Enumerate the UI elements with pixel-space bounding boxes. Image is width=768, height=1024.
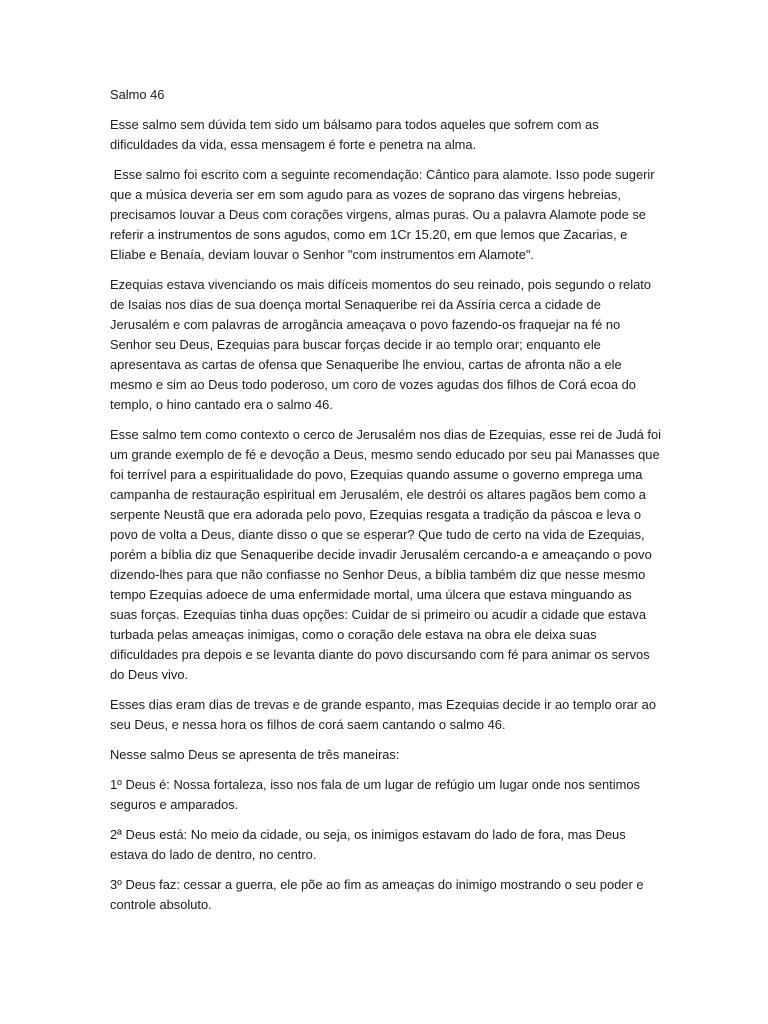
list-item-deus-esta: 2ª Deus está: No meio da cidade, ou seja, os inimigos estavam do lado de fora, mas Deus estava do lado de dentro, no centro.	[110, 827, 626, 862]
paragraph-intro: Esse salmo sem dúvida tem sido um bálsamo para todos aqueles que sofrem com as dificuldades da vida, essa mensagem é forte e penetra na alma.	[110, 117, 599, 152]
document-title: Salmo 46	[110, 87, 165, 102]
document-page	[110, 85, 662, 925]
paragraph-dias-de-trevas: Esses dias eram dias de trevas e de grande espanto, mas Ezequias decide ir ao templo orar ao seu Deus, e nessa hora os filhos de corá saem cantando o salmo 46.	[110, 697, 657, 732]
paragraph-ezequias-context: Ezequias estava vivenciando os mais difíceis momentos do seu reinado, pois segundo o relato de Isaias nos dias de sua doença mortal Senaqueribe rei da Assíria cerca a cidade de Jerusalém e com palavras de arrogância ameaçava o povo fazendo-os fraquejar na fé no Senhor seu Deus, Ezequias para buscar forças decide ir ao templo orar; enquanto ele apresentava as cartas de ofensa que Senaqueribe lhe enviou, cartas de afronta não a ele mesmo e sim ao Deus todo poderoso, um coro de vozes agudas dos filhos de Corá ecoa do templo, o hino cantado era o salmo 46.	[110, 277, 652, 412]
paragraph-tres-maneiras: Nesse salmo Deus se apresenta de três maneiras:	[110, 747, 400, 762]
list-item-deus-e: 1º Deus é: Nossa fortaleza, isso nos fala de um lugar de refúgio um lugar onde nos sentimos seguros e amparados.	[110, 777, 640, 812]
paragraph-cerco-jerusalem: Esse salmo tem como contexto o cerco de Jerusalém nos dias de Ezequias, esse rei de Judá foi um grande exemplo de fé e devoção a Deus, mesmo sendo educado por seu pai Manasses que foi terrível para a espiritualidade do povo, Ezequias quando assume o governo emprega uma campanha de restauração espiritual em Jerusalém, ele destrói os altares pagãos bem como a serpente Neustã que era adorada pelo povo, Ezequias resgata a tradição da páscoa e leva o povo de volta a Deus, diante disso o que se esperar? Que tudo de certo na vida de Ezequias, porém a bíblia diz que Senaqueribe decide invadir Jerusalém cercando-a e ameaçando o povo dizendo-lhes para que não confiasse no Senhor Deus, a bíblia também diz que nesse mesmo tempo Ezequias adoece de uma enfermidade mortal, uma úlcera que estava minguando as suas forças. Ezequias tinha duas opções: Cuidar de si primeiro ou acudir a cidade que estava turbada pelas ameaças inimigas, como o coração dele estava na obra ele deixa suas dificuldades pra depois e se levanta diante do povo discursando com fé para animar os servos do Deus vivo.	[110, 427, 661, 682]
list-item-deus-faz: 3º Deus faz: cessar a guerra, ele põe ao fim as ameaças do inimigo mostrando o seu poder e controle absoluto.	[110, 877, 644, 912]
paragraph-alamote: Esse salmo foi escrito com a seguinte recomendação: Cântico para alamote. Isso pode sugerir que a música deveria ser em som agudo para as vozes de soprano das virgens hebreias, precisamos louvar a Deus com corações virgens, almas puras. Ou a palavra Alamote pode se referir a instrumentos de sons agudos, como em 1Cr 15.20, em que lemos que Zacarias, e Eliabe e Benaía, deviam louvar o Senhor "com instrumentos em Alamote".	[110, 167, 659, 262]
